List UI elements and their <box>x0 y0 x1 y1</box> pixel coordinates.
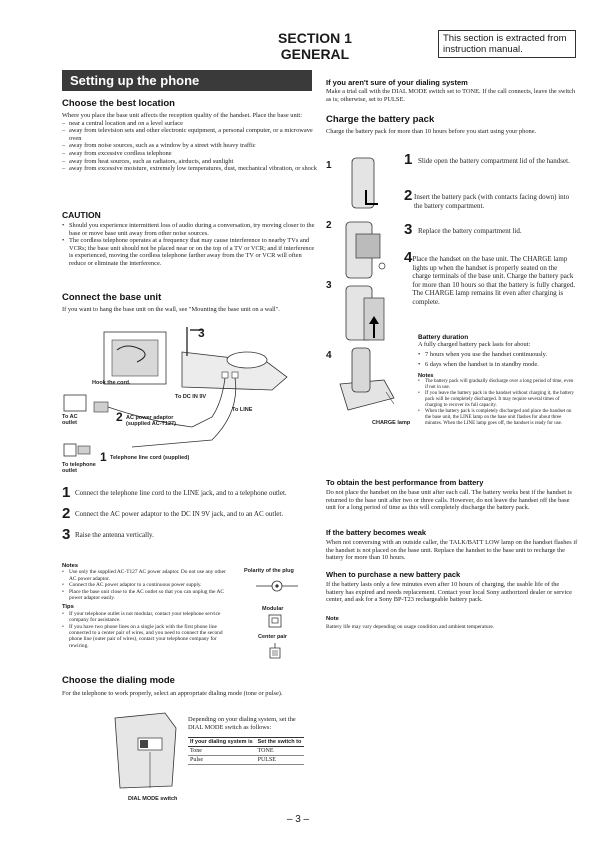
polarity-plug-icon <box>252 578 302 594</box>
step-number: 1 <box>62 484 71 501</box>
step-text: Replace the battery compartment lid. <box>418 227 522 235</box>
line-cord-label: Telephone line cord (supplied) <box>110 455 190 461</box>
tips-heading: Tips <box>62 604 74 611</box>
charge-intro: Charge the battery pack for more than 10 hours before you start using your phone. <box>326 128 537 135</box>
step-number: 3 <box>62 526 71 543</box>
step-text: Insert the battery pack (with contacts facing down) into the battery compartment. <box>413 193 570 210</box>
connect-step <box>62 527 318 542</box>
choose-location-intro: Where you place the base unit affects the reception quality of the handset. Place the base unit: <box>62 112 302 119</box>
figure-step-3: 3 <box>198 326 205 340</box>
extract-note-box: This section is extracted from instruction manual. <box>438 30 576 58</box>
table-cell: Pulse <box>188 756 256 765</box>
not-sure-heading: If you aren't sure of your dialing system <box>326 78 468 87</box>
to-telephone-outlet-label: To telephone outlet <box>62 462 96 475</box>
step-text: Slide open the battery compartment lid of the handset. <box>418 157 570 165</box>
step-number: 1 <box>404 151 413 168</box>
list-item: • The battery pack will gradually discharge over a long period of time, even if not in use. <box>418 379 576 391</box>
charge-margin-number: 1 <box>326 160 332 171</box>
battery-duration-heading: Battery duration <box>418 334 469 341</box>
caution-section <box>62 222 318 268</box>
table-row <box>188 747 304 756</box>
hook-cord-label: Hook the cord. <box>92 380 131 386</box>
step-text: Connect the AC power adaptor to the DC IN 9V jack, and to an AC outlet. <box>75 510 284 518</box>
charge-heading: Charge the battery pack <box>326 114 435 125</box>
step-number: 4 <box>404 249 413 266</box>
not-sure-text: Make a trial call with the DIAL MODE switch set to TONE. If the call connects, leave the switch as is; otherwise, set to PULSE. <box>326 88 576 103</box>
charge-margin-number: 4 <box>326 350 332 361</box>
page-number: – 3 – <box>286 814 310 825</box>
to-line-label: To LINE <box>232 407 253 413</box>
battery-weak-heading: If the battery becomes weak <box>326 528 427 537</box>
notes-heading: Notes <box>62 563 79 569</box>
connect-steps <box>62 485 318 542</box>
step-text: Connect the telephone line cord to the LINE jack, and to a telephone outlet. <box>75 489 287 497</box>
step-number: 2 <box>404 187 413 204</box>
step-text: Raise the antenna vertically. <box>75 531 154 539</box>
list-item: – away from television sets and other electronic equipment, a personal computer, or a microwave oven <box>62 127 318 142</box>
center-pair-label: Center pair <box>258 634 288 640</box>
step-number: 3 <box>404 221 413 238</box>
note-heading: Note <box>326 616 339 622</box>
table-cell: TONE <box>256 747 304 756</box>
purchase-text: If the battery lasts only a few minutes even after 10 hours of charging, the usable life of the battery has expired and needs replacement. Contact your local Sony authorized dealer or service center, and ask for a Sony BP-T23 rechargeable battery pack. <box>326 581 572 604</box>
table-cell: Tone <box>188 747 256 756</box>
list-item: • The cordless telephone operates at a frequency that may cause interference to nearby TVs and VCRs; the base unit should not be placed near or on the top of a TV or VCR; and if interference is experienced, moving the cordless telephone farther away from the TV or VCR will often reduce or eliminate the interference. <box>62 237 318 267</box>
battery-weak-text: When not conversing with an outside caller, the TALK/BATT LOW lamp on the handset flashes if the handset is not placed on the base unit. Replace the handset to the base unit to recharge the battery for more than 10 hours. <box>326 539 578 562</box>
table-row <box>188 756 304 765</box>
best-performance-text: Do not place the handset on the base unit after each call. The battery works best if the handset is returned to the base unit after two or three calls. However, do not leave the handset off the base unit for a long period of time as this will completely discharge the battery pack. <box>326 489 572 512</box>
choose-location-section <box>62 112 318 173</box>
connect-notes <box>62 563 230 649</box>
dial-mode-table <box>188 737 304 765</box>
dc-in-label: To DC IN 9V <box>175 394 207 400</box>
connect-step <box>62 485 318 500</box>
list-item: • If you have two phone lines on a single jack with the first phone line connected to a center pair of wires, and you need to connect the second phone line (outer pair of wires), contact your telephone company for rewiring. <box>62 624 230 650</box>
setup-banner: Setting up the phone <box>62 70 312 91</box>
battery-duration-intro: A fully charged battery pack lasts for about: <box>418 341 531 348</box>
modular-jack-icon <box>268 614 282 628</box>
list-item: • 7 hours when you use the handset continuously. <box>418 351 576 359</box>
list-item: • Should you experience intermittent loss of audio during a conversation, try moving closer to the base or move base unit away from other noise sources. <box>62 222 318 237</box>
charge-steps <box>404 152 576 306</box>
list-item: – away from noise sources, such as a window by a street with heavy traffic <box>62 142 318 150</box>
connect-intro: If you want to hang the base unit on the wall, see "Mounting the base unit on a wall". <box>62 306 280 313</box>
polarity-label: Polarity of the plug <box>244 568 294 574</box>
table-header: Set the switch to <box>256 738 304 747</box>
table-header: If your dialing system is <box>188 738 256 747</box>
charge-battery-figures <box>338 152 398 420</box>
charge-step <box>404 222 576 250</box>
location-list <box>62 120 318 173</box>
adaptor-label: AC power adaptor (supplied AC-T127) <box>126 415 176 428</box>
section-name: GENERAL <box>280 46 350 62</box>
charge-margin-number: 2 <box>326 220 332 231</box>
list-item: – away from excessive moisture, extremely low temperatures, dust, mechanical vibration, or shock <box>62 165 318 173</box>
list-item: • Use only the supplied AC-T127 AC power adaptor. Do not use any other AC power adaptor. <box>62 569 230 582</box>
connect-heading: Connect the base unit <box>62 292 162 303</box>
note-text: Battery life may vary depending on usage condition and ambient temperature. <box>326 624 495 630</box>
center-pair-plug-icon <box>268 642 282 660</box>
figure-step-2: 2 <box>116 410 123 424</box>
list-item: • If you leave the battery pack in the handset without charging it, the battery pack will be completely discharged. It may require several times of charging to recover its full capacity. <box>418 391 576 409</box>
list-item: • Connect the AC power adaptor to a continuous power supply. <box>62 582 230 588</box>
charge-margin-number: 3 <box>326 280 332 291</box>
duration-notes-heading: Notes <box>418 372 434 379</box>
caution-heading: CAUTION <box>62 210 101 220</box>
to-ac-outlet-label: To AC outlet <box>62 414 78 427</box>
dialing-heading: Choose the dialing mode <box>62 675 175 686</box>
list-item: – away from heat sources, such as radiators, airducts, and sunlight <box>62 158 318 166</box>
best-performance-heading: To obtain the best performance from battery <box>326 478 484 487</box>
dialing-intro: For the telephone to work properly, select an appropriate dialing mode (tone or pulse). <box>62 690 283 697</box>
section-heading <box>250 30 380 62</box>
charge-step <box>404 250 576 306</box>
list-item: – away from excessive cordless telephone <box>62 150 318 158</box>
list-item: • If your telephone outlet is not modular, contact your telephone service company for assistance. <box>62 611 230 624</box>
dialing-instruction: Depending on your dialing system, set the DIAL MODE switch as follows: <box>188 716 296 731</box>
dial-mode-switch-caption: DIAL MODE switch <box>128 796 178 802</box>
choose-location-heading: Choose the best location <box>62 98 175 109</box>
table-cell: PULSE <box>256 756 304 765</box>
connect-step <box>62 506 318 521</box>
charge-step <box>404 152 576 188</box>
step-number: 2 <box>62 505 71 522</box>
figure-step-1: 1 <box>100 450 107 464</box>
list-item: • Place the base unit close to the AC outlet so that you can unplug the AC power adaptor easily. <box>62 589 230 602</box>
section-number: SECTION 1 <box>278 30 352 46</box>
step-text: Place the handset on the base unit. The CHARGE lamp lights up when the handset is properly seated on the charge terminals of the base unit. Charge the battery pack for more than 10 hours so that the battery is fully charged. The CHARGE lamp remains lit even after charging is complete. <box>412 255 576 306</box>
modular-label: Modular <box>262 606 284 612</box>
list-item: – near a central location and on a level surface <box>62 120 318 128</box>
list-item: • 6 days when the handset is in standby mode. <box>418 361 576 369</box>
dial-mode-switch-figure <box>110 708 180 793</box>
list-item: • When the battery pack is completely discharged and place the handset on the base unit, the LINE lamp on the base unit flashes for about three minutes. When the LINE lamp goes off, the handset is ready for use. <box>418 409 576 427</box>
battery-duration-section <box>418 334 576 427</box>
table-header-row <box>188 738 304 747</box>
purchase-heading: When to purchase a new battery pack <box>326 570 461 579</box>
charge-step <box>404 188 576 222</box>
charge-lamp-label: CHARGE lamp <box>372 420 411 426</box>
